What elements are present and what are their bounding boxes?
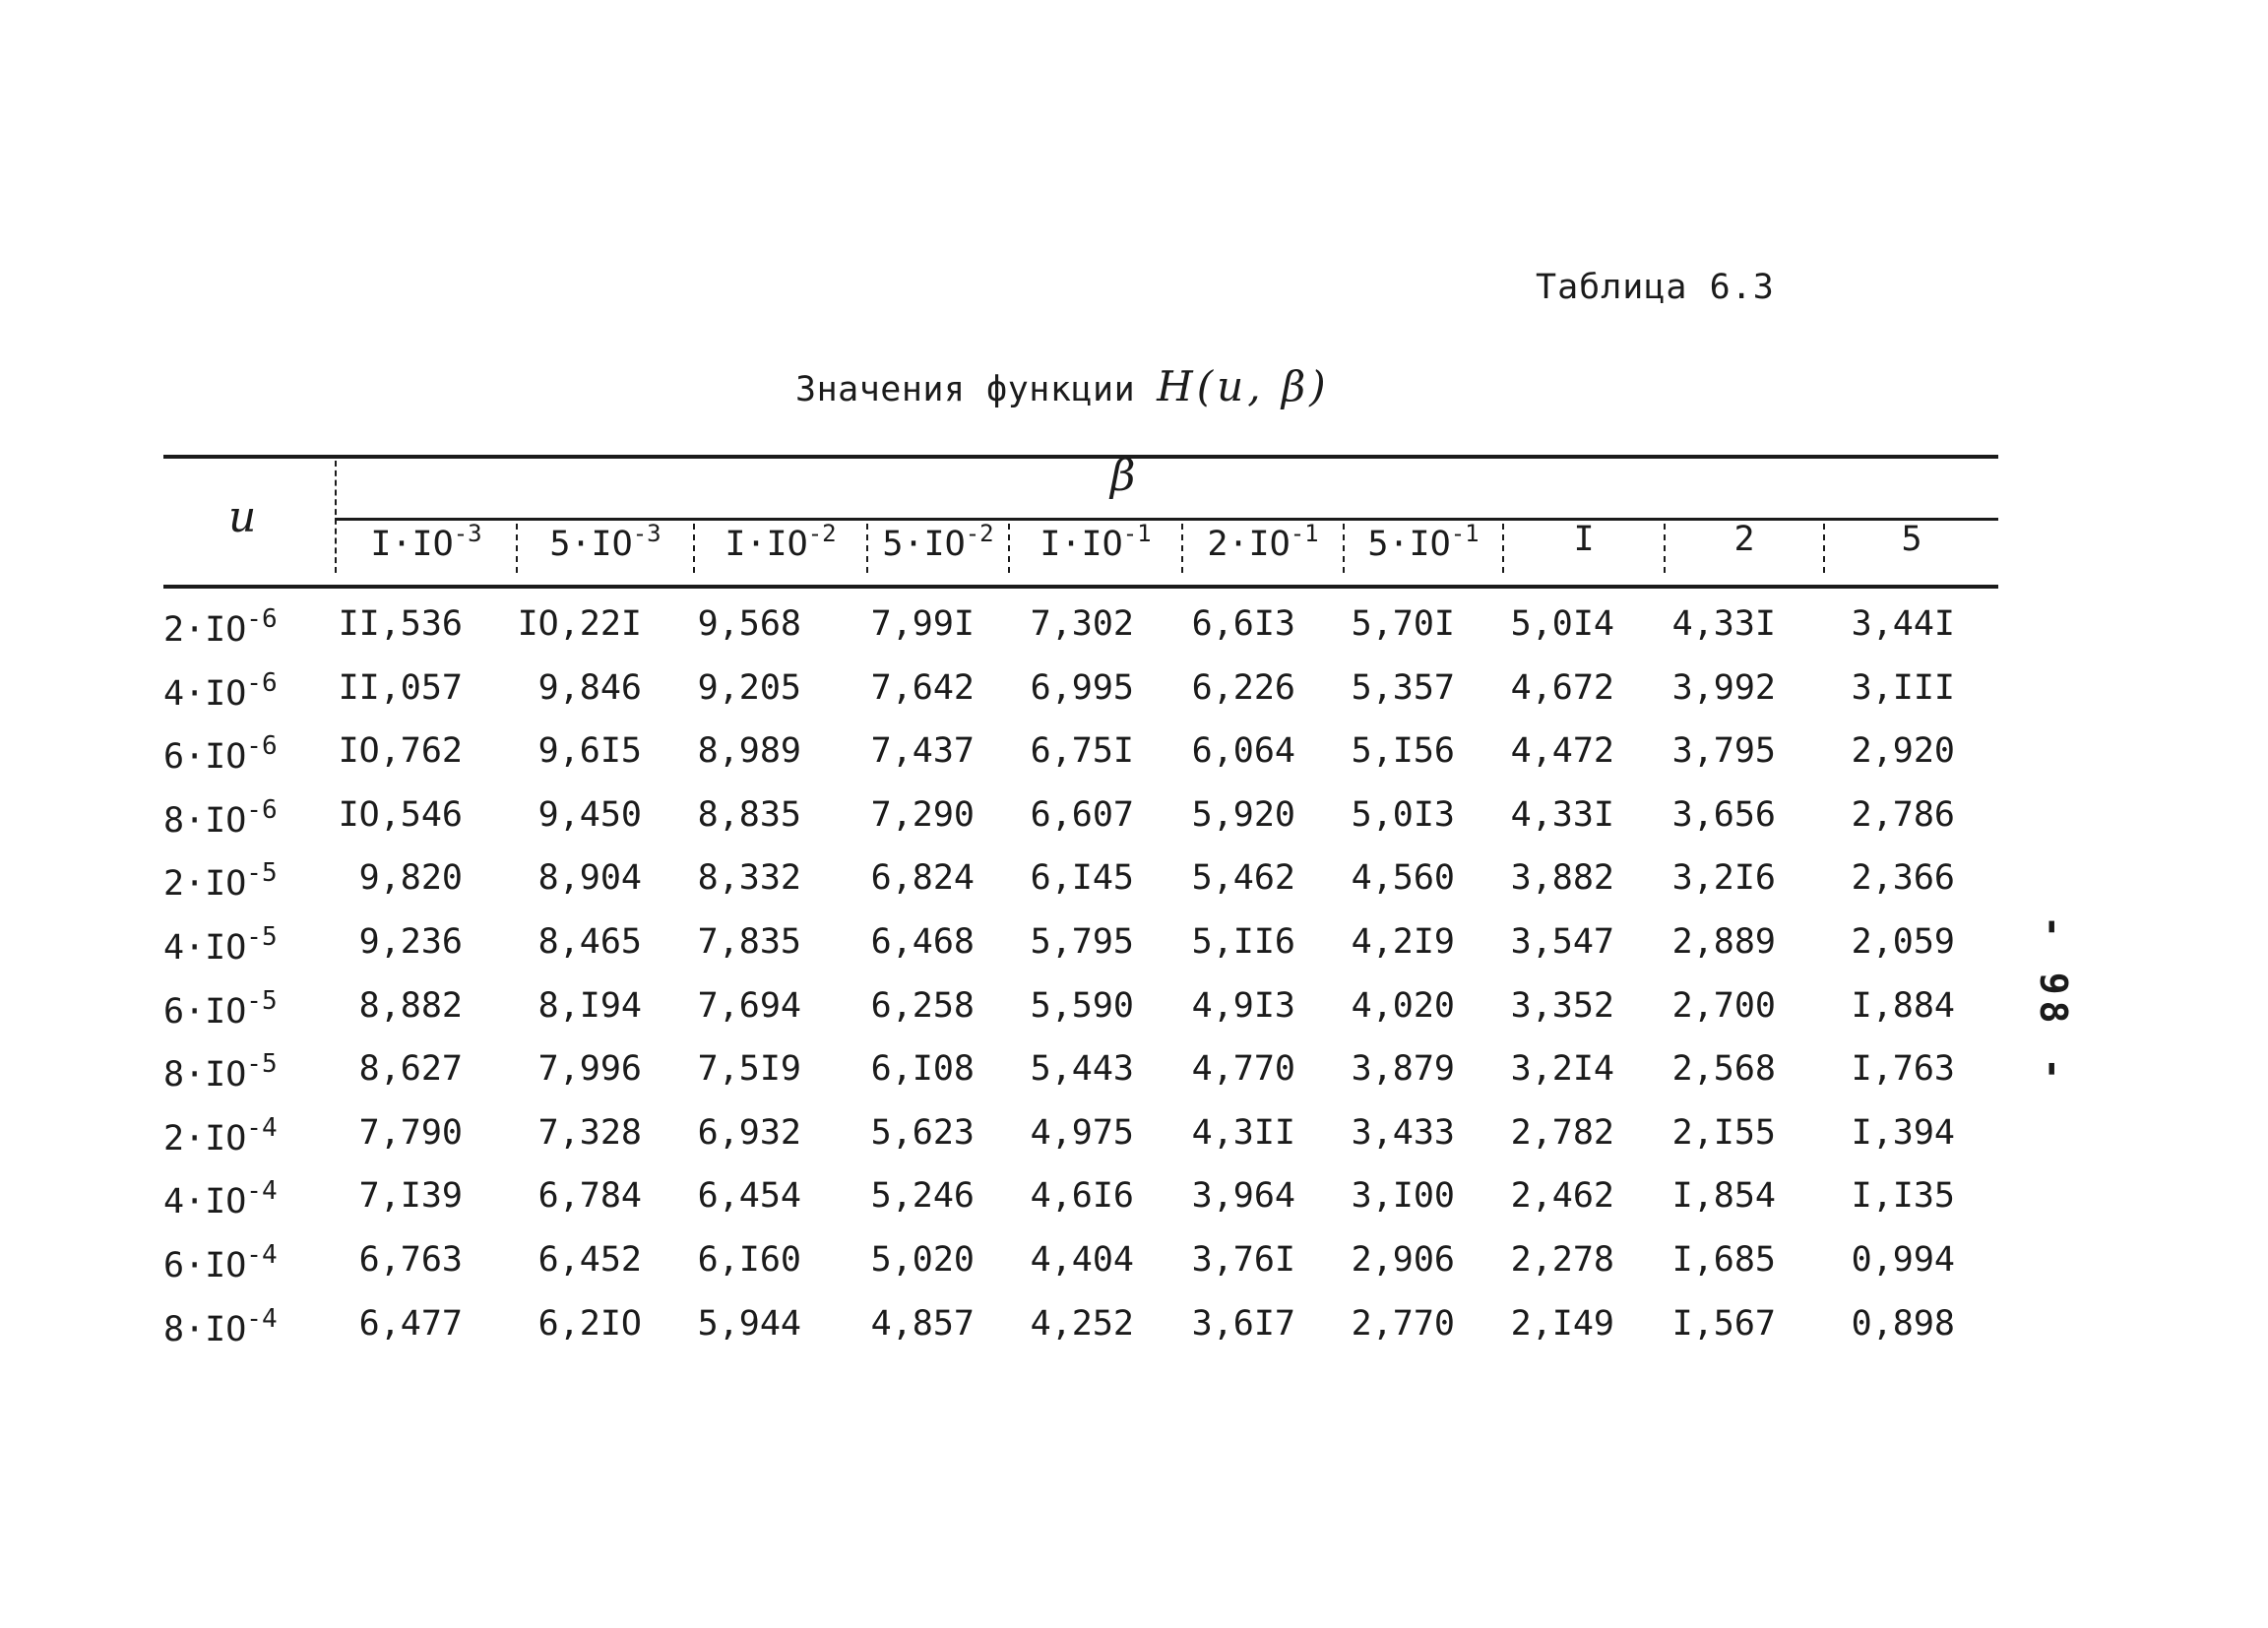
table-cell: 9,450 <box>537 794 642 835</box>
table-cell: 6,2IO <box>537 1303 642 1344</box>
table-cell: 6,824 <box>870 858 975 899</box>
row-label-exponent: -4 <box>246 1112 278 1143</box>
row-label-base: 8·IO <box>163 800 247 841</box>
table-caption <box>795 362 1330 410</box>
column-header-base: 5·IO <box>882 525 966 564</box>
table-cell: 6,452 <box>537 1240 642 1280</box>
table-cell: 7,437 <box>870 731 975 772</box>
row-label <box>163 1049 278 1095</box>
table-cell: II,536 <box>338 604 463 644</box>
table-cell: 2,568 <box>1671 1049 1776 1090</box>
row-label-base: 4·IO <box>163 928 247 968</box>
table-cell: 3,879 <box>1351 1049 1455 1090</box>
table-cell: 5,246 <box>870 1176 975 1217</box>
table-cell: 5,0I4 <box>1510 604 1614 644</box>
column-header-base: I·IO <box>1040 525 1123 564</box>
column-header-base: 2 <box>1733 520 1755 559</box>
table-cell: 6,258 <box>870 985 975 1026</box>
table-cell: 7,996 <box>537 1049 642 1090</box>
row-label <box>163 1240 278 1285</box>
table-cell: I,394 <box>1851 1112 1955 1153</box>
table-cell: 9,236 <box>358 922 463 962</box>
table-cell: 3,III <box>1851 667 1955 708</box>
table-cell: 6,607 <box>1030 794 1134 835</box>
table-cell: 5,462 <box>1191 858 1295 899</box>
row-label-exponent: -4 <box>246 1176 278 1207</box>
row-label-exponent: -4 <box>246 1303 278 1334</box>
header-bottom-rule <box>163 585 1998 589</box>
column-header-exponent: -1 <box>1290 520 1319 547</box>
table-cell: 5,I56 <box>1351 731 1455 772</box>
table-cell: 7,302 <box>1030 604 1134 644</box>
table-cell: 6,I60 <box>697 1240 801 1280</box>
column-header <box>337 520 516 569</box>
table-cell: IO,762 <box>338 731 463 772</box>
caption-text: Значения функции <box>795 370 1136 409</box>
table-cell: 4,560 <box>1351 858 1455 899</box>
table-cell: 3,76I <box>1191 1240 1295 1280</box>
table-cell: 8,835 <box>697 794 801 835</box>
table-cell: I,854 <box>1671 1176 1776 1217</box>
row-label-base: 6·IO <box>163 991 247 1032</box>
column-header-base: I·IO <box>724 525 808 564</box>
table-number-label: Таблица 6.3 <box>1536 268 1775 307</box>
table-cell: 6,763 <box>358 1240 463 1280</box>
column-header-base: 5 <box>1901 520 1922 559</box>
table-cell: 6,226 <box>1191 667 1295 708</box>
table-cell: 7,694 <box>697 985 801 1026</box>
column-header <box>1666 520 1823 569</box>
row-label-base: 4·IO <box>163 1182 247 1222</box>
table-cell: 4,33I <box>1510 794 1614 835</box>
table-cell: 9,568 <box>697 604 801 644</box>
table-cell: 3,44I <box>1851 604 1955 644</box>
table-cell: 8,465 <box>537 922 642 962</box>
column-header-base: I <box>1573 520 1595 559</box>
table-cell: 5,020 <box>870 1240 975 1280</box>
table-cell: 6,75I <box>1030 731 1134 772</box>
table-cell: 5,944 <box>697 1303 801 1344</box>
column-header-exponent: -2 <box>807 520 837 547</box>
table-cell: 3,I00 <box>1351 1176 1455 1217</box>
table-cell: 6,064 <box>1191 731 1295 772</box>
table-cell: 4,975 <box>1030 1112 1134 1153</box>
table-cell: 5,0I3 <box>1351 794 1455 835</box>
row-label-exponent: -6 <box>246 667 278 698</box>
table-cell: 4,2I9 <box>1351 922 1455 962</box>
table-cell: 2,920 <box>1851 731 1955 772</box>
table-cell: 5,70I <box>1351 604 1455 644</box>
column-header <box>1825 520 1998 569</box>
table-cell: IO,546 <box>338 794 463 835</box>
row-label-base: 6·IO <box>163 1246 247 1285</box>
column-header-exponent: -1 <box>1122 520 1152 547</box>
table-cell: 7,328 <box>537 1112 642 1153</box>
table-cell: 4,770 <box>1191 1049 1295 1090</box>
caption-function: H(u, β) <box>1157 362 1330 410</box>
table-cell: 6,6I3 <box>1191 604 1295 644</box>
table-cell: 7,99I <box>870 604 975 644</box>
row-label <box>163 668 278 714</box>
table-cell: 8,332 <box>697 858 801 899</box>
table-cell: 3,547 <box>1510 922 1614 962</box>
table-cell: 4,9I3 <box>1191 985 1295 1026</box>
table-cell: 3,795 <box>1671 731 1776 772</box>
table-cell: 5,443 <box>1030 1049 1134 1090</box>
table-cell: 2,700 <box>1671 985 1776 1026</box>
row-label-exponent: -5 <box>246 1049 278 1080</box>
column-header <box>1504 520 1664 569</box>
row-label-base: 8·IO <box>163 1309 247 1349</box>
table-cell: 5,590 <box>1030 985 1134 1026</box>
table-cell: 4,404 <box>1030 1240 1134 1280</box>
table-cell: 9,205 <box>697 667 801 708</box>
row-label <box>163 922 278 968</box>
table-cell: 4,020 <box>1351 985 1455 1026</box>
table-cell: 4,6I6 <box>1030 1176 1134 1217</box>
table-cell: IO,22I <box>517 604 642 644</box>
row-label-exponent: -6 <box>246 731 278 762</box>
table-cell: 2,462 <box>1510 1176 1614 1217</box>
table-cell: 5,623 <box>870 1112 975 1153</box>
table-cell: 3,2I4 <box>1510 1049 1614 1090</box>
table-cell: 6,I08 <box>870 1049 975 1090</box>
table-cell: 6,468 <box>870 922 975 962</box>
column-header <box>695 520 866 569</box>
table-cell: 2,782 <box>1510 1112 1614 1153</box>
row-label-base: 2·IO <box>163 1118 247 1158</box>
table-cell: 5,920 <box>1191 794 1295 835</box>
table-cell: 2,906 <box>1351 1240 1455 1280</box>
column-header-exponent: -2 <box>965 520 994 547</box>
table-cell: 4,3II <box>1191 1112 1295 1153</box>
table-cell: 2,I55 <box>1671 1112 1776 1153</box>
table-cell: 2,059 <box>1851 922 1955 962</box>
table-cell: 3,433 <box>1351 1112 1455 1153</box>
row-label-base: 4·IO <box>163 673 247 714</box>
table-cell: 7,I39 <box>358 1176 463 1217</box>
column-header-exponent: -1 <box>1450 520 1480 547</box>
table-cell: I,567 <box>1671 1303 1776 1344</box>
table-cell: I,685 <box>1671 1240 1776 1280</box>
column-header-base: 5·IO <box>549 525 633 564</box>
table-cell: 8,627 <box>358 1049 463 1090</box>
row-label-exponent: -4 <box>246 1240 278 1270</box>
table-cell: 2,I49 <box>1510 1303 1614 1344</box>
row-label-exponent: -5 <box>246 922 278 952</box>
table-cell: 9,820 <box>358 858 463 899</box>
row-label <box>163 731 278 777</box>
row-label-exponent: -5 <box>246 858 278 889</box>
table-cell: 3,2I6 <box>1671 858 1776 899</box>
table-cell: 9,6I5 <box>537 731 642 772</box>
table-cell: 6,I45 <box>1030 858 1134 899</box>
table-cell: 7,835 <box>697 922 801 962</box>
table-cell: 4,33I <box>1671 604 1776 644</box>
table-cell: 3,992 <box>1671 667 1776 708</box>
table-cell: 4,472 <box>1510 731 1614 772</box>
table-cell: 5,795 <box>1030 922 1134 962</box>
table-cell: II,057 <box>338 667 463 708</box>
table-cell: 3,656 <box>1671 794 1776 835</box>
row-label-exponent: -6 <box>246 604 278 634</box>
table-cell: 6,932 <box>697 1112 801 1153</box>
table-cell: 6,454 <box>697 1176 801 1217</box>
table-cell: 5,357 <box>1351 667 1455 708</box>
table-cell: 6,784 <box>537 1176 642 1217</box>
column-header <box>868 520 1008 569</box>
table-top-rule <box>163 455 1998 459</box>
table-cell: 0,994 <box>1851 1240 1955 1280</box>
table-cell: 7,790 <box>358 1112 463 1153</box>
table-cell: 9,846 <box>537 667 642 708</box>
table-cell: 7,290 <box>870 794 975 835</box>
table-cell: 2,770 <box>1351 1303 1455 1344</box>
row-label <box>163 795 278 841</box>
table-cell: 4,252 <box>1030 1303 1134 1344</box>
beta-group-header: β <box>1110 451 1136 501</box>
table-cell: 3,352 <box>1510 985 1614 1026</box>
row-label-exponent: -6 <box>246 794 278 825</box>
table-cell: 4,857 <box>870 1303 975 1344</box>
row-label <box>163 858 278 904</box>
table-cell: 2,889 <box>1671 922 1776 962</box>
table-cell: I,I35 <box>1851 1176 1955 1217</box>
table-cell: 2,786 <box>1851 794 1955 835</box>
column-header-exponent: -3 <box>632 520 662 547</box>
column-header-exponent: -3 <box>453 520 482 547</box>
row-label-base: 2·IO <box>163 864 247 905</box>
column-header-base: 5·IO <box>1367 525 1451 564</box>
row-label <box>163 1176 278 1221</box>
row-label-base: 6·IO <box>163 737 247 778</box>
table-cell: 4,672 <box>1510 667 1614 708</box>
table-cell: I,884 <box>1851 985 1955 1026</box>
row-label-base: 2·IO <box>163 610 247 650</box>
table-cell: I,763 <box>1851 1049 1955 1090</box>
table-cell: 6,477 <box>358 1303 463 1344</box>
column-header <box>1345 520 1502 569</box>
table-cell: 3,964 <box>1191 1176 1295 1217</box>
table-cell: 0,898 <box>1851 1303 1955 1344</box>
column-header-base: I·IO <box>370 525 454 564</box>
table-cell: 7,642 <box>870 667 975 708</box>
table-cell: 6,995 <box>1030 667 1134 708</box>
row-label <box>163 1304 278 1349</box>
column-header <box>518 520 693 569</box>
table-cell: 7,5I9 <box>697 1049 801 1090</box>
column-header-base: 2·IO <box>1207 525 1291 564</box>
table-cell: 2,366 <box>1851 858 1955 899</box>
column-header <box>1183 520 1343 569</box>
table-cell: 8,989 <box>697 731 801 772</box>
row-label-base: 8·IO <box>163 1055 247 1096</box>
table-cell: 2,278 <box>1510 1240 1614 1280</box>
table-cell: 3,6I7 <box>1191 1303 1295 1344</box>
column-header <box>1010 520 1181 569</box>
page-number: - 98 - <box>2032 915 2075 1087</box>
table-cell: 8,I94 <box>537 985 642 1026</box>
table-cell: 8,882 <box>358 985 463 1026</box>
row-label-exponent: -5 <box>246 985 278 1016</box>
row-label <box>163 604 278 650</box>
table-cell: 5,II6 <box>1191 922 1295 962</box>
table-cell: 3,882 <box>1510 858 1614 899</box>
table-cell: 8,904 <box>537 858 642 899</box>
row-label <box>163 986 278 1032</box>
row-label <box>163 1113 278 1158</box>
u-column-header: u <box>228 492 257 542</box>
